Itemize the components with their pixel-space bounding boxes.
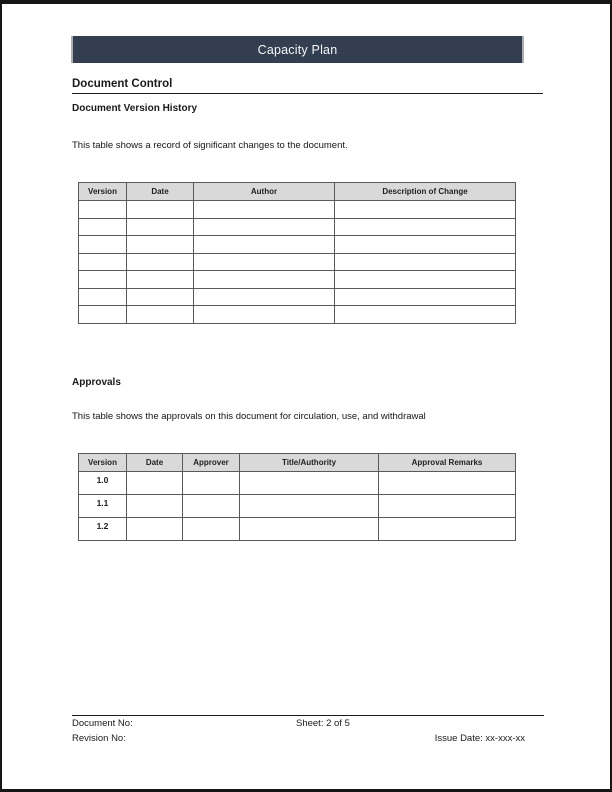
column-header: Version — [79, 183, 127, 201]
table-cell — [183, 495, 240, 518]
table-header-row — [79, 454, 516, 472]
table-cell — [379, 472, 516, 495]
title-banner — [71, 36, 524, 63]
issue-date-label: Issue Date: xx-xxx-xx — [434, 733, 525, 744]
table-row — [79, 218, 516, 236]
table-cell — [335, 271, 516, 289]
sheet-label: Sheet: 2 of 5 — [296, 718, 350, 729]
table-cell — [194, 218, 335, 236]
table-cell — [79, 218, 127, 236]
table-row — [79, 201, 516, 219]
table-cell — [335, 253, 516, 271]
table-cell — [127, 495, 183, 518]
page-footer — [72, 715, 544, 748]
table-cell — [240, 518, 379, 541]
table-cell — [127, 288, 194, 306]
table-header-row — [79, 183, 516, 201]
footer-line-2 — [72, 733, 544, 748]
heading-approvals: Approvals — [72, 377, 121, 388]
table-row — [79, 472, 516, 495]
table-cell — [183, 518, 240, 541]
table-cell — [194, 271, 335, 289]
table-cell — [194, 236, 335, 254]
table-row — [79, 271, 516, 289]
table-cell — [127, 306, 194, 324]
table-cell — [194, 288, 335, 306]
table-cell — [335, 201, 516, 219]
approvals-description: This table shows the approvals on this document for circulation, use, and withdrawal — [72, 411, 426, 422]
table-cell — [127, 472, 183, 495]
table-cell — [79, 236, 127, 254]
table-cell: 1.2 — [79, 518, 127, 541]
table-cell — [127, 201, 194, 219]
heading-version-history: Document Version History — [72, 103, 198, 114]
table-cell — [79, 288, 127, 306]
table-cell — [335, 236, 516, 254]
approvals-table — [78, 453, 516, 541]
table-cell — [183, 472, 240, 495]
table-cell — [335, 288, 516, 306]
column-header: Approver — [183, 454, 240, 472]
table-cell — [194, 306, 335, 324]
table-cell — [79, 253, 127, 271]
column-header: Author — [194, 183, 335, 201]
table-cell: 1.0 — [79, 472, 127, 495]
version-history-description: This table shows a record of significant changes to the document. — [72, 140, 348, 151]
table-row — [79, 288, 516, 306]
table-cell — [240, 495, 379, 518]
document-no-label: Document No: — [72, 718, 133, 729]
table-cell — [194, 253, 335, 271]
version-history-table — [78, 182, 516, 324]
table-cell — [79, 306, 127, 324]
table-cell — [335, 218, 516, 236]
column-header: Title/Authority — [240, 454, 379, 472]
table-cell — [127, 236, 194, 254]
column-header: Approval Remarks — [379, 454, 516, 472]
table-cell — [127, 218, 194, 236]
table-cell — [79, 201, 127, 219]
table-row — [79, 306, 516, 324]
column-header: Date — [127, 183, 194, 201]
table-row — [79, 495, 516, 518]
table-cell — [379, 518, 516, 541]
table-row — [79, 518, 516, 541]
table-cell — [335, 306, 516, 324]
table-cell — [127, 253, 194, 271]
column-header: Description of Change — [335, 183, 516, 201]
table-row — [79, 253, 516, 271]
table-cell — [240, 472, 379, 495]
table-cell — [79, 271, 127, 289]
document-title: Capacity Plan — [257, 42, 338, 57]
table-cell — [127, 271, 194, 289]
revision-no-label: Revision No: — [72, 733, 126, 744]
section-heading-document-control: Document Control — [72, 78, 543, 94]
column-header: Version — [79, 454, 127, 472]
table-cell — [127, 518, 183, 541]
table-row — [79, 236, 516, 254]
table-cell — [194, 201, 335, 219]
table-cell — [379, 495, 516, 518]
table-cell: 1.1 — [79, 495, 127, 518]
footer-line-1 — [72, 718, 544, 733]
column-header: Date — [127, 454, 183, 472]
